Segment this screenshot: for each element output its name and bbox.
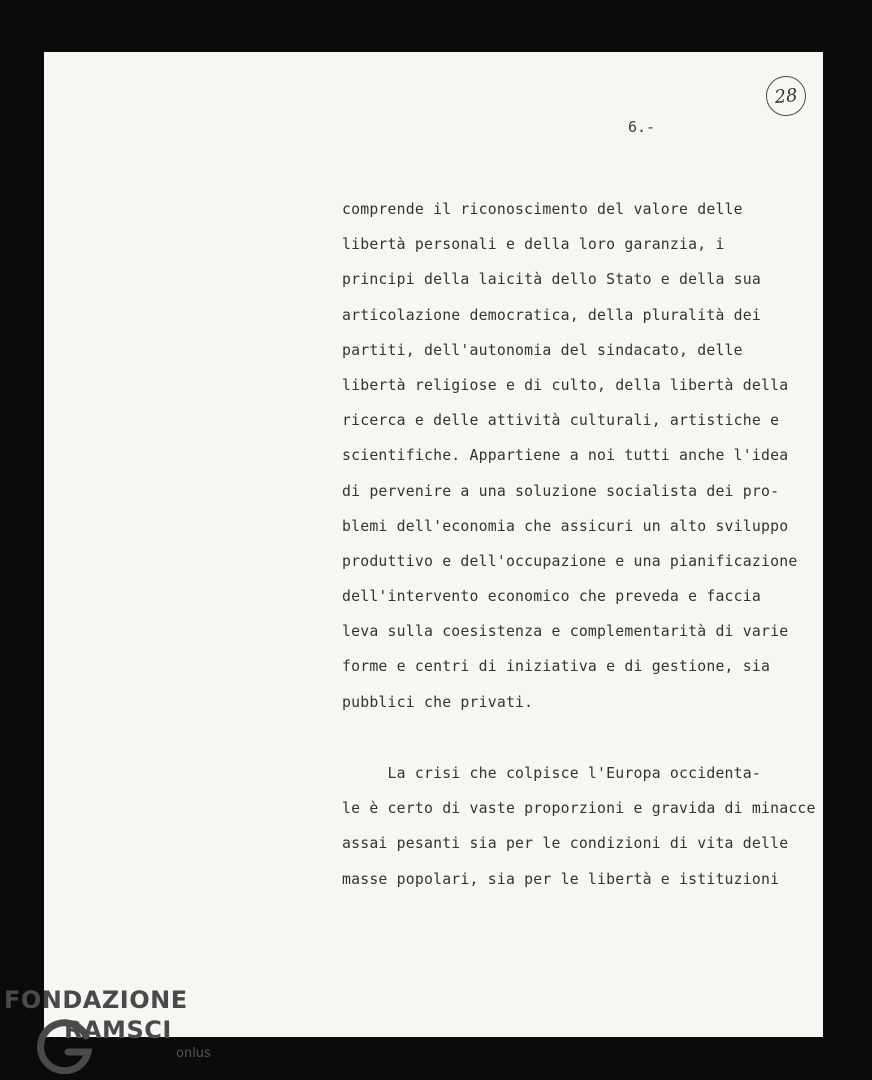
paragraph-2 xyxy=(342,756,816,897)
text-line: partiti, dell'autonomia del sindacato, delle xyxy=(342,341,743,359)
text-line: libertà religiose e di culto, della libertà della xyxy=(342,376,789,394)
text-line: forme e centri di iniziativa e di gestione, sia xyxy=(342,658,771,676)
logo-text-line2: RAMSCI xyxy=(64,1016,172,1044)
text-line: masse popolari, sia per le libertà e istituzioni xyxy=(342,870,780,888)
text-line: scientifiche. Appartiene a noi tutti anche l'idea xyxy=(342,447,789,465)
text-line: La crisi che colpisce l'Europa occidenta- xyxy=(342,765,761,782)
paragraph-1 xyxy=(342,192,797,720)
fondazione-gramsci-logo xyxy=(4,986,219,1076)
logo-subtitle: onlus xyxy=(176,1046,211,1061)
text-line: articolazione democratica, della pluralità dei xyxy=(342,306,761,324)
text-line: produttivo e dell'occupazione e una pianificazione xyxy=(342,552,798,570)
text-line: libertà personali e della loro garanzia, i xyxy=(342,236,725,254)
text-line: ricerca e delle attività culturali, artistiche e xyxy=(342,412,780,430)
archive-number-stamp: 28 xyxy=(764,74,808,118)
text-line: pubblici che privati. xyxy=(342,693,534,711)
text-line: dell'intervento economico che preveda e faccia xyxy=(342,588,761,606)
logo-text-line1: FONDAZIONE xyxy=(4,986,188,1014)
text-line: assai pesanti sia per le condizioni di vita delle xyxy=(342,835,789,853)
text-line: principi della laicità dello Stato e della sua xyxy=(342,271,761,289)
page-number: 6.- xyxy=(628,118,656,136)
text-line: le è certo di vaste proporzioni e gravida di minacce xyxy=(342,800,816,818)
text-line: leva sulla coesistenza e complementarità di varie xyxy=(342,623,789,641)
document-page xyxy=(44,52,823,1037)
text-line: comprende il riconoscimento del valore delle xyxy=(342,201,743,218)
text-line: blemi dell'economia che assicuri un alto sviluppo xyxy=(342,517,789,535)
text-line: di pervenire a una soluzione socialista dei pro- xyxy=(342,482,780,500)
